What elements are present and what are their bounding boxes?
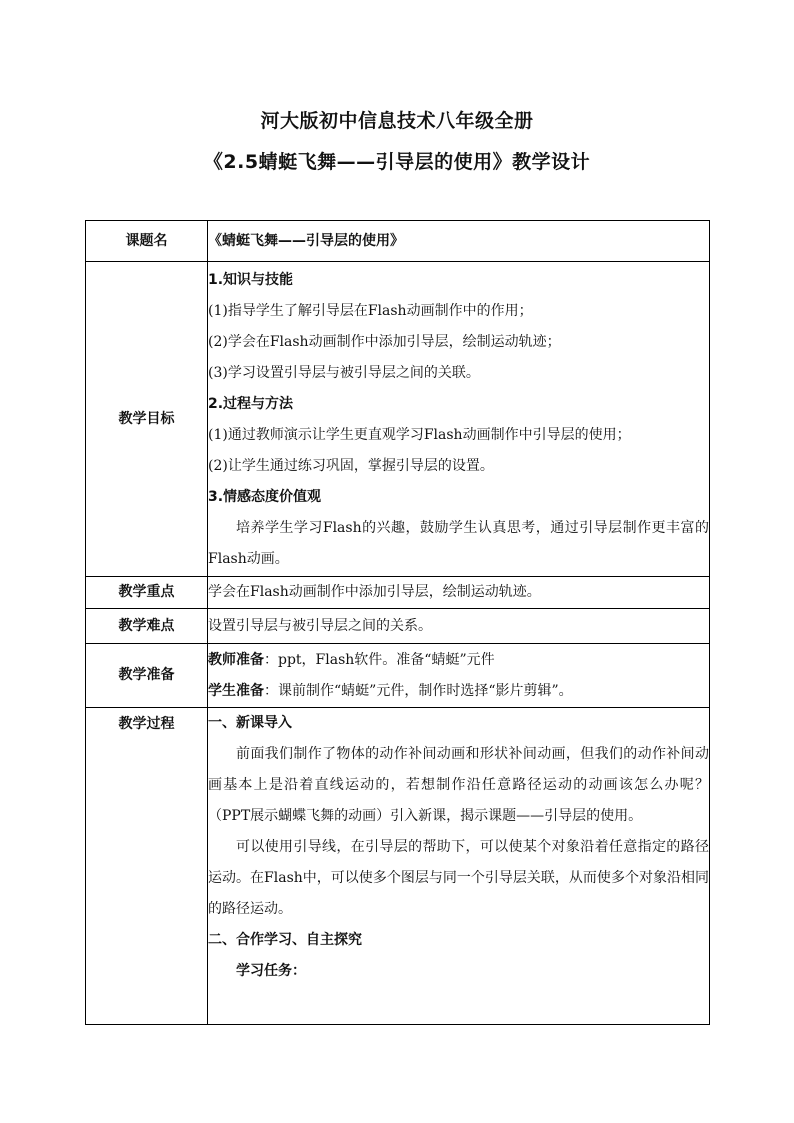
goals-label: 教学目标 [86, 262, 208, 577]
goals-heading-process: 2.过程与方法 [208, 396, 294, 412]
goals-process-item: (1)通过教师演示让学生更直观学习Flash动画制作中引导层的使用； [208, 427, 631, 443]
teacher-preparation [208, 645, 709, 676]
difficulty-value: 设置引导层与被引导层之间的关系。 [208, 617, 432, 634]
key-point-label: 教学重点 [86, 577, 208, 609]
goals-attitude-text: 培养学生学习Flash的兴趣，鼓励学生认真思考，通过引导层制作更丰富的Flash动画。 [208, 520, 709, 567]
table-row [86, 708, 710, 1025]
table-row [86, 644, 710, 708]
process-section-explore: 二、合作学习、自主探究 [208, 932, 362, 948]
difficulty-label: 教学难点 [86, 609, 208, 644]
goals-knowledge-item: (2)学会在Flash动画制作中添加引导层，绘制运动轨迹； [208, 334, 561, 350]
table-row [86, 577, 710, 609]
process-guide-paragraph: 可以使用引导线，在引导层的帮助下，可以使某个对象沿着任意指定的路径运动。在Flash中，可以使多个图层与同一个引导层关联，从而使多个对象沿相同的路径运动。 [208, 839, 709, 917]
goals-heading-attitude: 3.情感态度价值观 [208, 489, 322, 505]
goals-knowledge-item: (1)指导学生了解引导层在Flash动画制作中的作用； [208, 303, 533, 319]
student-preparation-value: ：课前制作“蜻蜓”元件，制作时选择“影片剪辑”。 [264, 682, 573, 699]
topic-label: 课题名 [86, 221, 208, 262]
process-label: 教学过程 [86, 708, 208, 1025]
teacher-preparation-label: 教师准备 [208, 651, 264, 668]
lesson-plan-table [85, 220, 710, 1025]
table-row [86, 609, 710, 644]
process-intro-paragraph: 前面我们制作了物体的动作补间动画和形状补间动画，但我们的动作补间动画基本上是沿着直线运动的，若想制作沿任意路径运动的动画该怎么办呢？（PPT展示蝴蝶飞舞的动画）引入新课，揭示课题——引导层的使用。 [208, 746, 709, 824]
preparation-label: 教学准备 [86, 644, 208, 708]
goals-knowledge-item: (3)学习设置引导层与被引导层之间的关联。 [208, 365, 480, 381]
process-task-label: 学习任务： [236, 963, 306, 979]
goals-process-item: (2)让学生通过练习巩固，掌握引导层的设置。 [208, 458, 494, 474]
goals-heading-knowledge: 1.知识与技能 [208, 272, 294, 288]
process-section-intro: 一、新课导入 [208, 715, 292, 731]
document-subtitle: 《2.5蜻蜓飞舞——引导层的使用》教学设计 [203, 151, 591, 173]
topic-value: 《蜻蜓飞舞——引导层的使用》 [208, 232, 404, 249]
table-row [86, 262, 710, 577]
student-preparation-label: 学生准备 [208, 682, 264, 699]
key-point-value: 学会在Flash动画制作中添加引导层，绘制运动轨迹。 [208, 584, 541, 600]
student-preparation [208, 676, 709, 707]
document-title: 河大版初中信息技术八年级全册 [260, 110, 534, 132]
teacher-preparation-value: ：ppt，Flash软件。准备“蜻蜓”元件 [264, 651, 495, 668]
table-row [86, 221, 710, 262]
